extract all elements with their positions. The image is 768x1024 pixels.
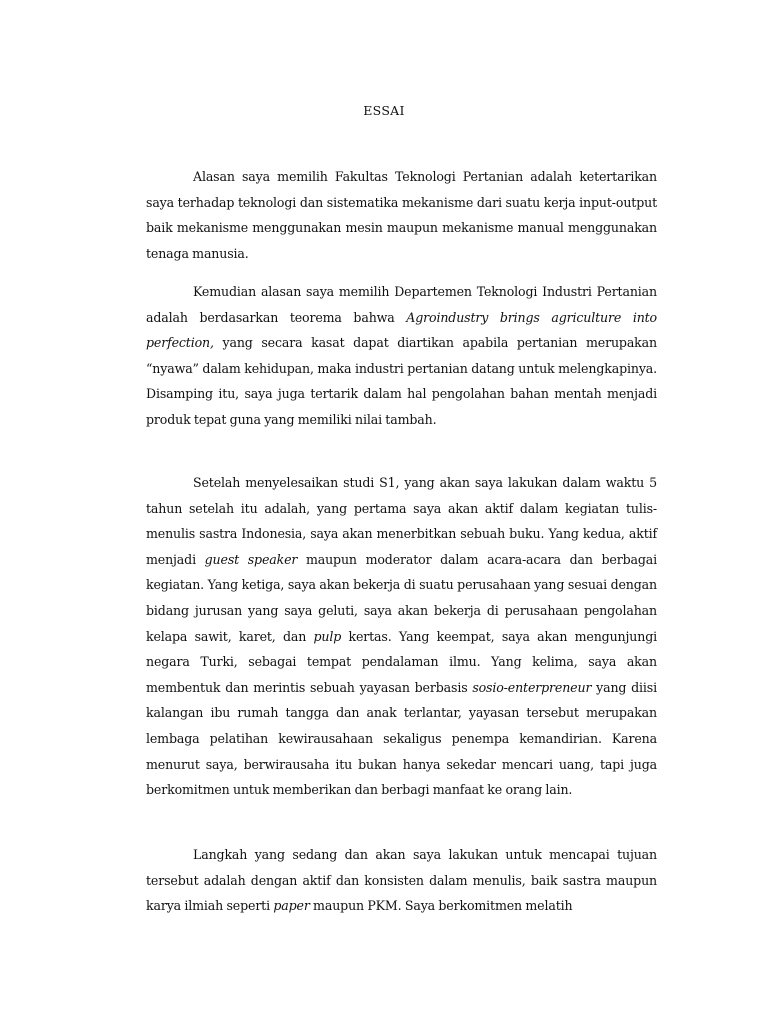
paragraph-3-italic-sosio-enterpreneur: sosio-enterpreneur	[472, 679, 592, 695]
paragraph-3-italic-pulp: pulp	[313, 628, 342, 644]
paragraph-3-run-7: yang diisi kalangan ibu rumah tangga dan anak terlantar, yayasan tersebut merupakan lembaga pelatihan kewirausahaan sekaligus penempa kemandirian. Karena menurut saya, berwirausaha itu bukan hanya sekedar mencari uang, tapi juga berkomitmen untuk memberikan dan berbagi manfaat ke orang lain.	[146, 679, 657, 798]
paragraph-1-run-1: Alasan saya memilih Fakultas Teknologi Pertanian adalah ketertarikan saya terhadap teknologi dan sistematika mekanisme dari suatu kerja input-output baik mekanisme menggunakan mesin maupun mekanisme manual menggunakan tenaga manusia.	[146, 169, 657, 261]
paragraph-3	[146, 470, 657, 803]
essay-title: ESSAI	[363, 103, 405, 118]
paragraph-4-run-1: Langkah yang sedang dan akan saya lakukan untuk mencapai tujuan tersebut adalah dengan aktif dan konsisten dalam menulis, baik sastra maupun karya ilmiah seperti	[146, 847, 657, 914]
paragraph-3-run-1: Setelah menyelesaikan studi S1, yang akan saya lakukan dalam waktu 5 tahun setelah itu adalah, yang pertama saya akan aktif dalam kegiatan tulis-menulis sastra Indonesia, saya akan menerbitkan sebuah buku. Yang kedua, aktif menjadi	[146, 475, 657, 567]
paragraph-3-run-3: maupun moderator dalam acara-acara dan berbagai kegiatan. Yang ketiga, saya akan bekerja di suatu perusahaan yang sesuai dengan bidang jurusan yang saya geluti, saya akan bekerja di perusahaan pengolahan kelapa sawit, karet, dan	[146, 551, 658, 644]
paragraph-2	[146, 279, 657, 433]
paragraph-2-italic-phrase: Agroindustry brings agriculture into perfection,	[146, 309, 657, 351]
paragraph-1	[146, 164, 657, 266]
paragraph-4-italic-paper: paper	[273, 898, 310, 914]
paragraph-4-run-3: maupun PKM. Saya berkomitmen melatih	[309, 898, 573, 914]
paragraph-2-run-3: yang secara kasat dapat diartikan apabila pertanian merupakan “nyawa” dalam kehidupan, maka industri pertanian datang untuk melengkapinya. Disamping itu, saya juga tertarik dalam hal pengolahan bahan mentah menjadi produk tepat guna yang memiliki nilai tambah.	[146, 335, 657, 427]
paragraph-3-run-5: kertas. Yang keempat, saya akan mengunjungi negara Turki, sebagai tempat pendalaman ilmu. Yang kelima, saya akan membentuk dan merintis sebuah yayasan berbasis	[146, 628, 657, 695]
paragraph-4	[146, 842, 657, 919]
paragraph-3-italic-guest-speaker: guest speaker	[204, 551, 298, 567]
paragraph-2-run-1: Kemudian alasan saya memilih Departemen Teknologi Industri Pertanian adalah berdasarkan teorema bahwa	[146, 284, 657, 325]
